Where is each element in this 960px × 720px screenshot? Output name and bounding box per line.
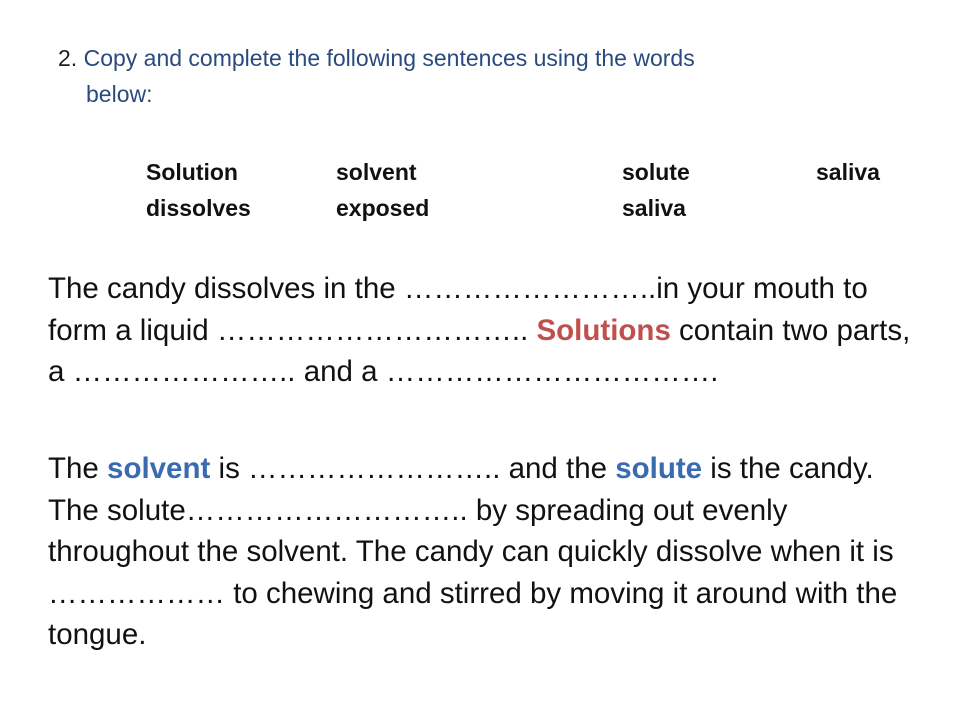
question-number: 2. [58, 45, 78, 71]
paragraph-1 [48, 268, 928, 393]
word-bank-word: exposed [336, 195, 430, 221]
paragraph-2-text-mid: is …………………….. and the [210, 452, 616, 485]
word-bank-word: dissolves [146, 195, 251, 221]
word-bank-word: Solution [146, 159, 238, 185]
word-bank-word: saliva [816, 159, 880, 185]
paragraph-2 [48, 448, 928, 656]
solutions-highlight: Solutions [536, 313, 671, 347]
word-bank-row-2 [146, 190, 906, 226]
instruction-line-2: below: [86, 81, 153, 107]
instruction-text [58, 40, 898, 112]
word-bank-word: solvent [336, 159, 417, 185]
paragraph-2-text: The [48, 452, 108, 485]
paragraph-2-text-end: is the candy. The solute……………………….. by spreading out evenly throughout the solvent. The candy can quickly dissolve when it is ……………… to chewing and stirred by moving it around with the tongue. [48, 452, 898, 651]
word-bank-word: solute [622, 159, 690, 185]
paragraph-1-text: The candy dissolves in the ……………………..in your mouth to form a liquid ………………………….. [48, 272, 868, 347]
instruction-line-1: Copy and complete the following sentences using the words [83, 45, 695, 71]
word-bank [146, 154, 906, 226]
word-bank-row-1 [146, 154, 906, 190]
solvent-highlight: solvent [107, 452, 211, 485]
word-bank-word: saliva [622, 195, 686, 221]
paragraph-1-text-end: contain two parts, a ………………….. and a ……………………………. [48, 313, 911, 388]
solute-highlight: solute [615, 452, 703, 485]
